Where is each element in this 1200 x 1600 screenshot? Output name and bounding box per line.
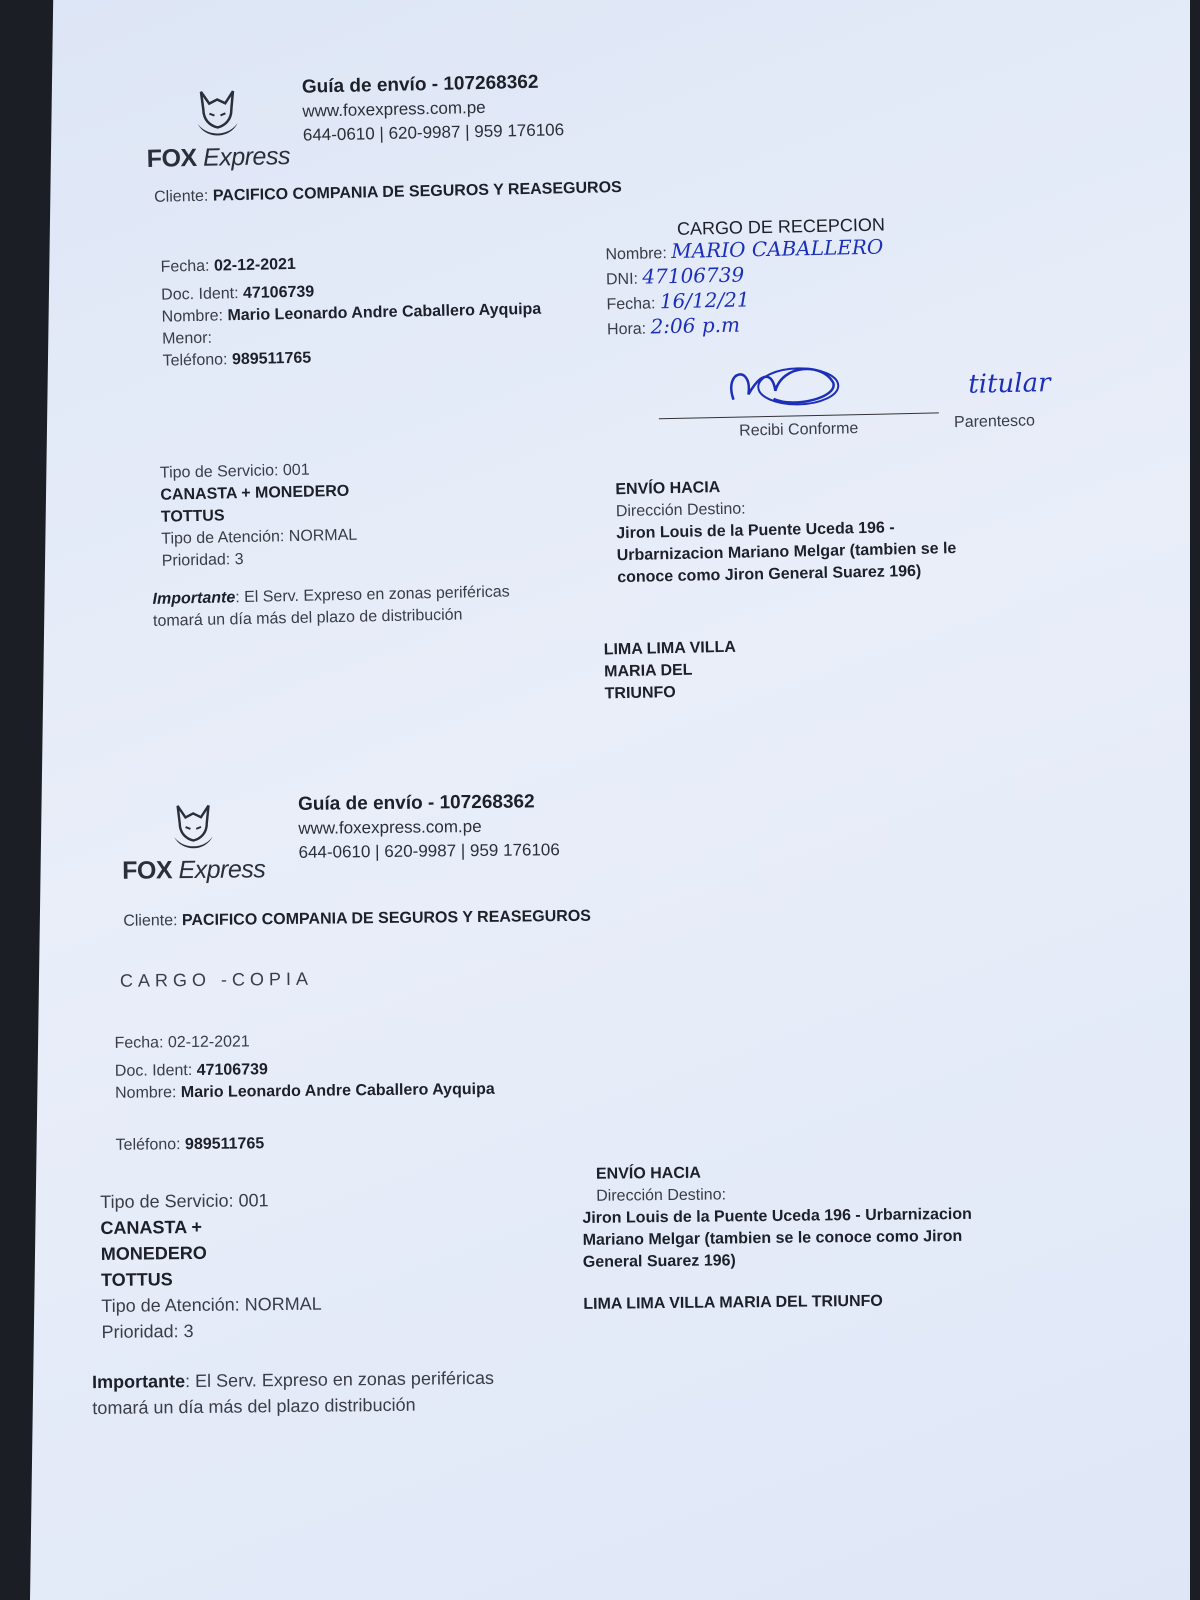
client-value: PACIFICO COMPANIA DE SEGUROS Y REASEGUROS xyxy=(181,907,591,930)
client-value: PACIFICO COMPANIA DE SEGUROS Y REASEGUROS xyxy=(212,179,622,205)
cargo-dni-value: 47106739 xyxy=(642,262,745,289)
cargo-nombre-value: MARIO CABALLERO xyxy=(670,234,884,263)
recipient-block xyxy=(160,249,542,373)
top-copy xyxy=(0,0,1200,720)
header-info-copy xyxy=(298,790,560,865)
servicio-line1: CANASTA + MONEDERO xyxy=(160,482,350,504)
fecha-value: 02-12-2021 xyxy=(167,1033,250,1052)
cargo-recepcion xyxy=(605,214,888,342)
servicio-line1: CANASTA + xyxy=(100,1216,203,1238)
distrito-line1: LIMA LIMA VILLA xyxy=(603,638,737,659)
envio-block-copy xyxy=(582,1160,973,1316)
importante-line2: tomará un día más del plazo distribución xyxy=(92,1394,416,1419)
fecha-value: 02-12-2021 xyxy=(213,255,296,275)
service-block-copy xyxy=(100,1187,322,1345)
direccion-line3: General Suarez 196) xyxy=(582,1252,736,1271)
fox-express-logo-copy xyxy=(118,797,269,886)
direccion-line3: conoce como Jiron General Suarez 196) xyxy=(617,562,922,587)
brand-rest: Express xyxy=(202,141,291,172)
cargo-fecha-label: Fecha: xyxy=(606,295,656,314)
bottom-copy xyxy=(0,787,1200,1440)
direccion-label: Dirección Destino: xyxy=(615,500,746,521)
client-label: Cliente: xyxy=(123,912,178,930)
atencion: Tipo de Atención: NORMAL xyxy=(161,526,358,548)
menor-label: Menor: xyxy=(161,329,213,348)
brand-bold: FOX xyxy=(146,143,197,173)
direccion-line2: Urbarnizacion Mariano Melgar (tambien se le xyxy=(616,540,957,565)
envio-block xyxy=(615,472,957,589)
fecha-label: Fecha: xyxy=(160,257,210,276)
importante-bold: Importante xyxy=(91,1371,186,1393)
nombre-value: Mario Leonardo Andre Caballero Ayquipa xyxy=(180,1080,495,1102)
envio-title: ENVÍO HACIA xyxy=(595,1164,701,1183)
guide-title: Guía de envío - 107268362 xyxy=(301,71,539,98)
importante-block-copy xyxy=(92,1365,494,1421)
telefono-label: Teléfono: xyxy=(115,1136,181,1154)
importante-rest: : El Serv. Expreso en zonas periféricas xyxy=(185,1367,495,1392)
cargo-hora-label: Hora: xyxy=(606,320,647,339)
cargo-hora-value: 2:06 p.m xyxy=(650,312,741,339)
prioridad: Prioridad: 3 xyxy=(161,551,244,570)
envio-title: ENVÍO HACIA xyxy=(615,479,721,499)
client-line-copy xyxy=(123,906,591,933)
nombre-label: Nombre: xyxy=(161,307,224,326)
servicio-label: Tipo de Servicio: 001 xyxy=(159,461,310,482)
distrito-block xyxy=(604,637,737,706)
recipient-block-copy xyxy=(114,1029,495,1157)
servicio-line2: MONEDERO xyxy=(100,1242,207,1264)
telefono-value: 989511765 xyxy=(231,349,312,369)
servicio-line3: TOTTUS xyxy=(100,1269,173,1290)
header-info xyxy=(302,70,565,147)
distrito: LIMA LIMA VILLA MARIA DEL TRIUNFO xyxy=(583,1292,883,1313)
doc-label: Doc. Ident: xyxy=(114,1062,193,1080)
direccion-line1: Jiron Louis de la Puente Uceda 196 - Urbarnizacion xyxy=(582,1205,972,1227)
prioridad: Prioridad: 3 xyxy=(101,1321,194,1342)
website: www.foxexpress.com.pe xyxy=(302,97,486,121)
client-label: Cliente: xyxy=(153,187,209,206)
fecha-label: Fecha: xyxy=(114,1034,164,1052)
importante-rest: : El Serv. Expreso en zonas periféricas xyxy=(235,583,510,607)
phones: 644-0610 | 620-9987 | 959 176106 xyxy=(298,840,560,862)
nombre-label: Nombre: xyxy=(114,1084,177,1102)
servicio-line2: TOTTUS xyxy=(160,507,225,526)
cargo-dni-label: DNI: xyxy=(605,270,639,289)
cargo-title: CARGO DE RECEPCION xyxy=(676,214,886,239)
importante-block xyxy=(152,581,510,632)
signature xyxy=(713,357,874,420)
fox-express-logo xyxy=(142,82,294,174)
cargo-fecha-value: 16/12/21 xyxy=(659,287,750,314)
fox-icon xyxy=(163,798,224,857)
servicio-label: Tipo de Servicio: 001 xyxy=(100,1190,269,1212)
atencion: Tipo de Atención: NORMAL xyxy=(101,1293,322,1316)
direccion-line2: Mariano Melgar (tambien se le conoce como Jiron xyxy=(582,1227,963,1249)
telefono-label: Teléfono: xyxy=(162,351,228,370)
parentesco-label: Parentesco xyxy=(953,412,1036,432)
doc-value: 47106739 xyxy=(242,283,315,302)
fox-icon xyxy=(187,83,248,144)
cargo-nombre-label: Nombre: xyxy=(605,245,667,264)
service-block xyxy=(160,459,358,573)
direccion-label: Dirección Destino: xyxy=(596,1186,727,1205)
phones: 644-0610 | 620-9987 | 959 176106 xyxy=(302,120,565,145)
guide-title: Guía de envío - 107268362 xyxy=(297,791,535,815)
telefono-value: 989511765 xyxy=(184,1135,265,1154)
direccion-line1: Jiron Louis de la Puente Uceda 196 - xyxy=(616,519,895,543)
brand-rest: Express xyxy=(178,855,266,885)
client-line xyxy=(154,177,622,209)
nombre-value: Mario Leonardo Andre Caballero Ayquipa xyxy=(227,300,542,325)
parentesco-value: titular xyxy=(967,368,1051,400)
brand-bold: FOX xyxy=(122,856,173,885)
importante-line2: tomará un día más del plazo de distribución xyxy=(152,606,463,630)
distrito-line3: TRIUNFO xyxy=(604,684,676,703)
importante-bold: Importante xyxy=(152,589,236,608)
distrito-line2: MARIA DEL xyxy=(604,661,693,681)
doc-value: 47106739 xyxy=(196,1061,268,1079)
doc-label: Doc. Ident: xyxy=(161,285,239,304)
website: www.foxexpress.com.pe xyxy=(298,816,482,838)
recibi-label: Recibi Conforme xyxy=(739,420,859,440)
cargo-copia: CARGO -COPIA xyxy=(119,968,314,991)
